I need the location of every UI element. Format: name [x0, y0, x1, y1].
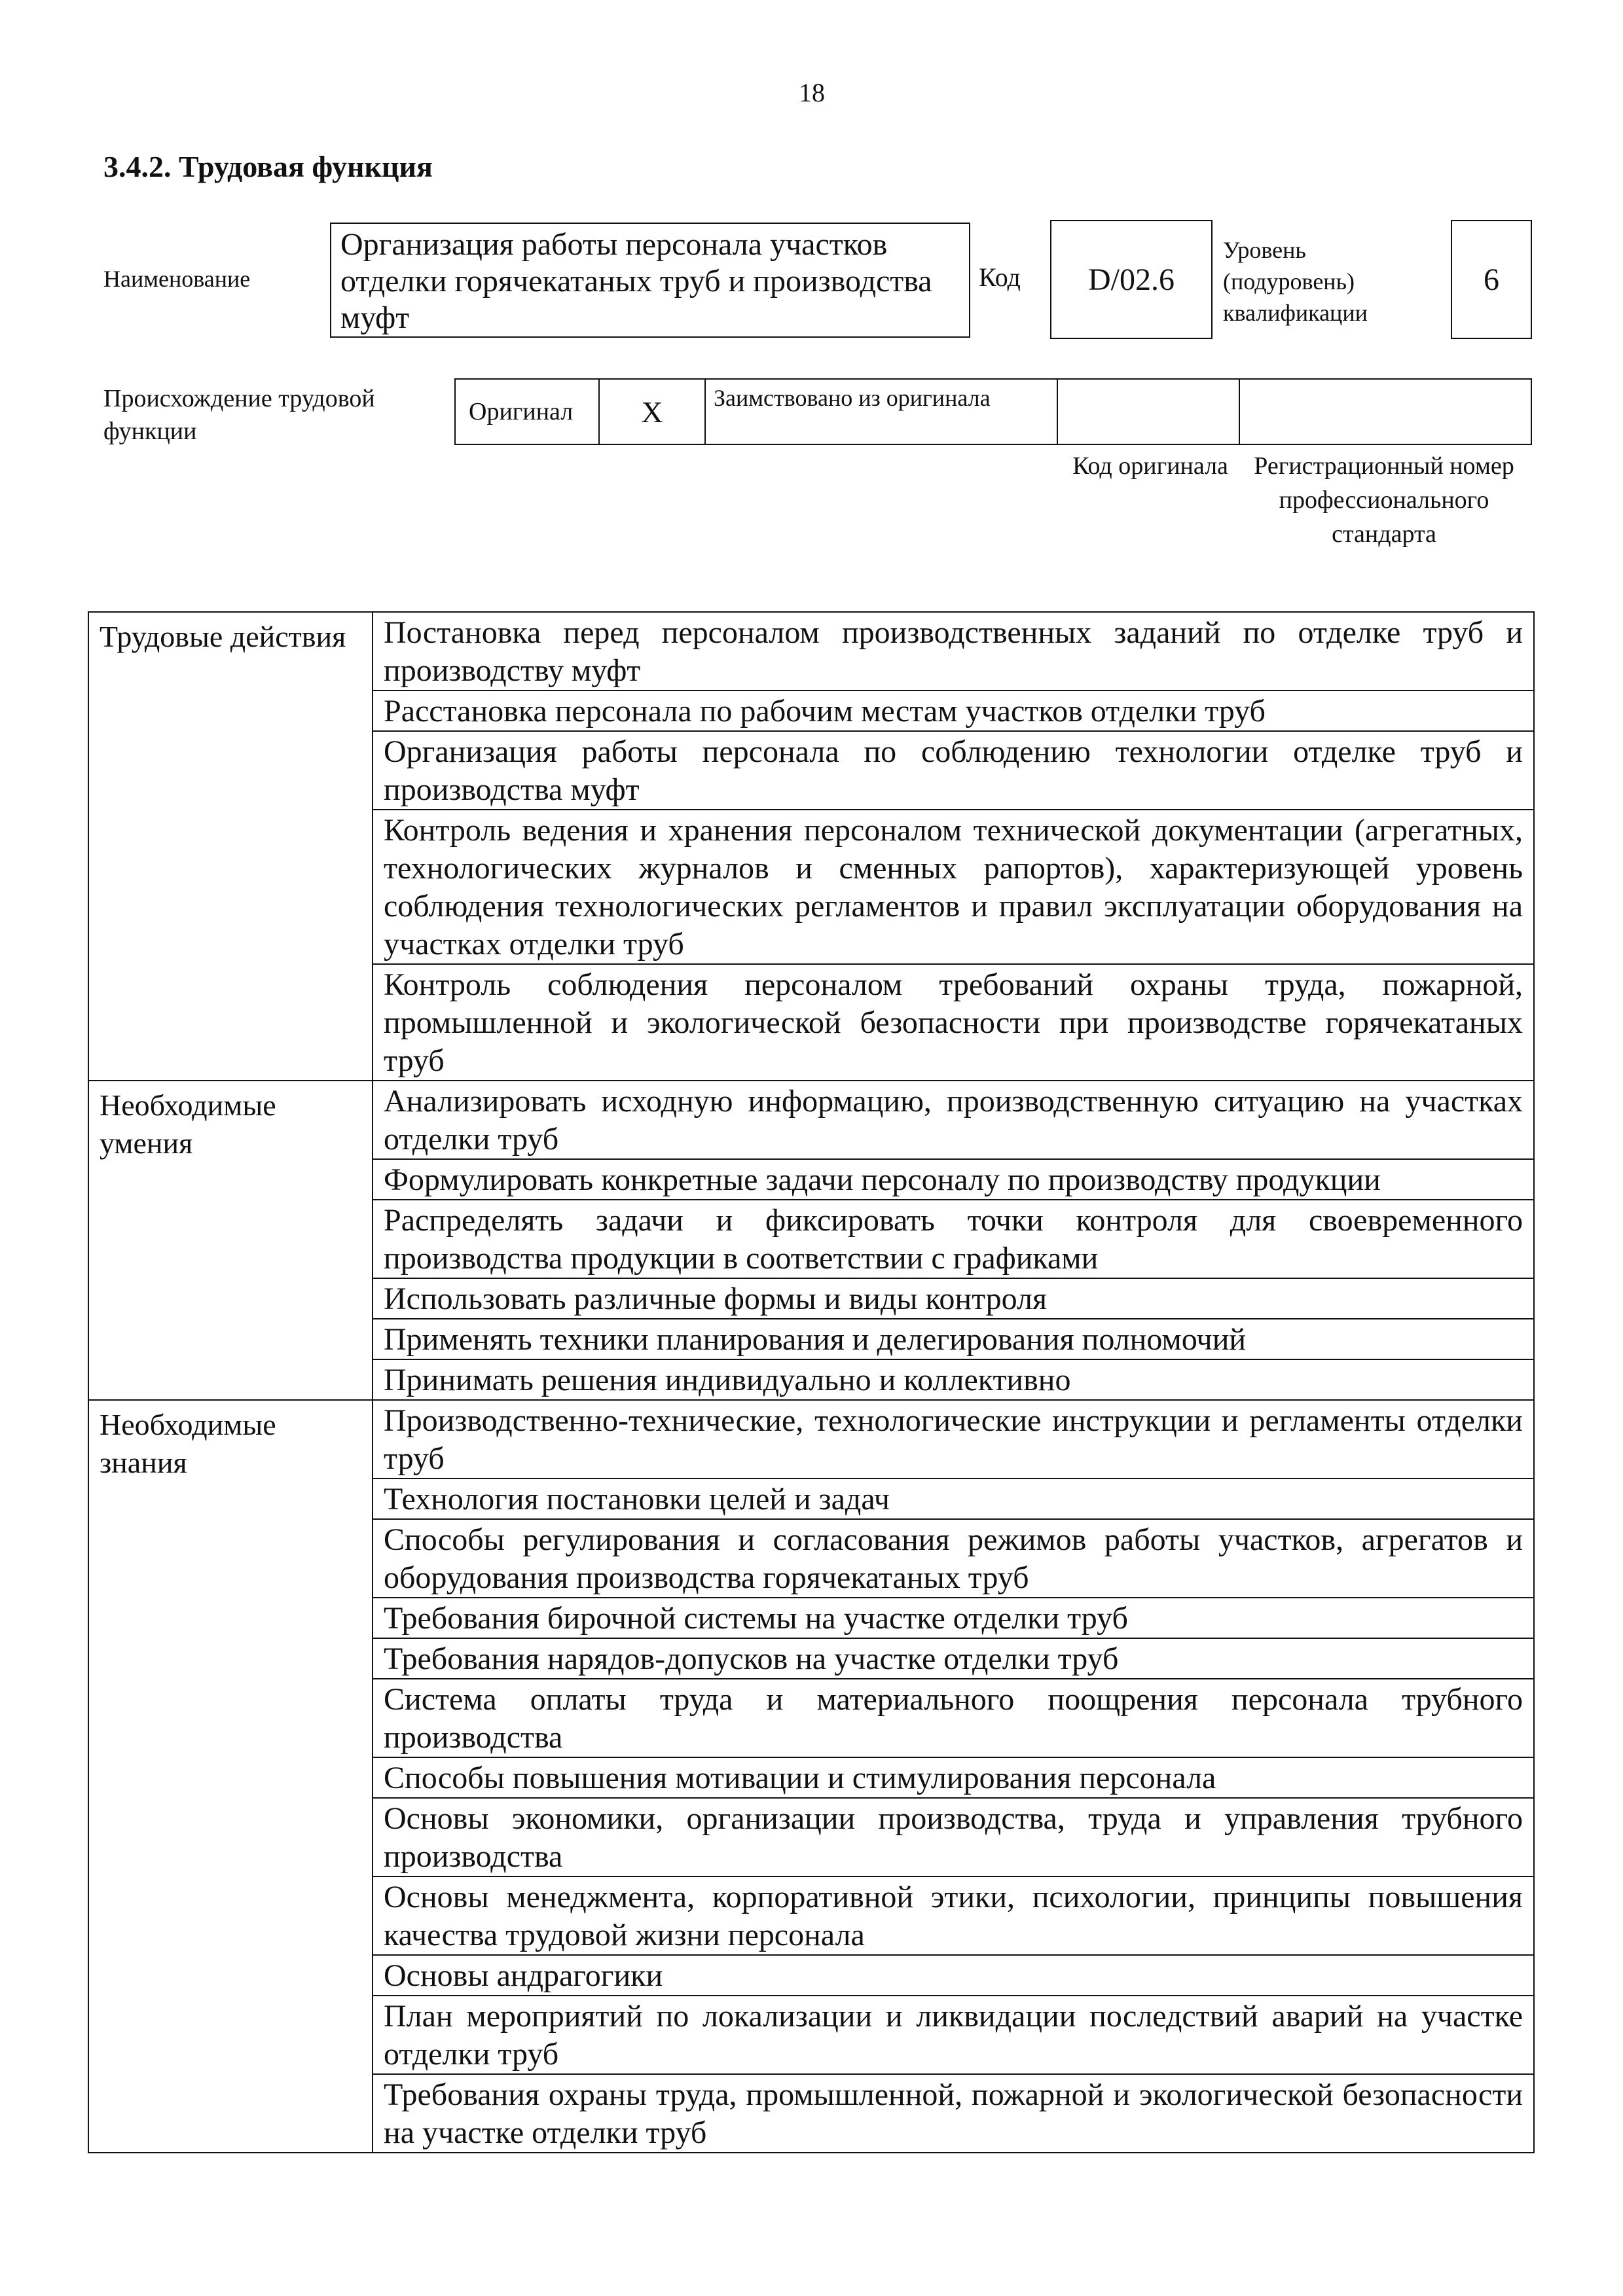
- item-cell: План мероприятий по локализации и ликвидации последствий аварий на участке отделки труб: [373, 1996, 1534, 2074]
- level-value: 6: [1451, 220, 1532, 339]
- item-cell: Требования бирочной системы на участке отделки труб: [373, 1598, 1534, 1638]
- item-cell: Требования нарядов-допусков на участке отделки труб: [373, 1638, 1534, 1679]
- item-cell: Контроль соблюдения персоналом требований охраны труда, пожарной, промышленной и экологической безопасности при производстве горячекатаных труб: [373, 964, 1534, 1081]
- table-row: [88, 612, 1534, 691]
- borrowed-label: Заимствовано из оригинала: [706, 380, 1058, 444]
- name-value: Организация работы персонала участков отделки горячекатаных труб и производства муфт: [330, 223, 970, 338]
- item-cell: Расстановка персонала по рабочим местам участков отделки труб: [373, 691, 1534, 731]
- item-cell: Способы повышения мотивации и стимулирования персонала: [373, 1757, 1534, 1798]
- name-label: Наименование: [103, 266, 251, 292]
- table-row: [88, 1081, 1534, 1159]
- item-cell: Основы андрагогики: [373, 1955, 1534, 1996]
- section-title: 3.4.2. Трудовая функция: [103, 150, 433, 183]
- item-cell: Производственно-технические, технологические инструкции и регламенты отделки труб: [373, 1400, 1534, 1479]
- item-cell: Технология постановки целей и задач: [373, 1479, 1534, 1519]
- original-label: Оригинал: [456, 380, 600, 444]
- category-cell: Необходимые знания: [88, 1400, 373, 2153]
- item-cell: Требования охраны труда, промышленной, пожарной и экологической безопасности на участке отделки труб: [373, 2074, 1534, 2153]
- code-label: Код: [979, 262, 1021, 292]
- registration-number-cell: [1240, 380, 1531, 444]
- item-cell: Постановка перед персоналом производственных заданий по отделке труб и производству муфт: [373, 612, 1534, 691]
- function-table: [88, 611, 1535, 2153]
- code-caption: Код оригинала: [1072, 452, 1228, 480]
- item-cell: Контроль ведения и хранения персоналом технической документации (агрегатных, технологических журналов и сменных рапортов), характеризующей уровень соблюдения технологических регламентов и правил эксплуатации оборудования на участках отделки труб: [373, 810, 1534, 964]
- level-label: Уровень (подуровень) квалификации: [1223, 237, 1368, 326]
- item-cell: Анализировать исходную информацию, производственную ситуацию на участках отделки труб: [373, 1081, 1534, 1159]
- item-cell: Применять техники планирования и делегирования полномочий: [373, 1319, 1534, 1359]
- item-cell: Основы экономики, организации производства, труда и управления трубного производства: [373, 1798, 1534, 1876]
- category-cell: Трудовые действия: [88, 612, 373, 1081]
- item-cell: Использовать различные формы и виды контроля: [373, 1278, 1534, 1319]
- item-cell: Система оплаты труда и материального поощрения персонала трубного производства: [373, 1679, 1534, 1757]
- category-cell: Необходимые умения: [88, 1081, 373, 1400]
- table-row: [88, 1400, 1534, 1479]
- item-cell: Распределять задачи и фиксировать точки контроля для своевременного производства продукции в соответствии с графиками: [373, 1200, 1534, 1278]
- item-cell: Принимать решения индивидуально и коллективно: [373, 1359, 1534, 1400]
- page-number: 18: [799, 78, 825, 107]
- item-cell: Способы регулирования и согласования режимов работы участков, агрегатов и оборудования производства горячекатаных труб: [373, 1519, 1534, 1598]
- item-cell: Формулировать конкретные задачи персоналу по производству продукции: [373, 1159, 1534, 1200]
- origin-label: Происхождение трудовой функции: [103, 385, 375, 445]
- origin-table: [454, 378, 1532, 445]
- code-value: D/02.6: [1050, 220, 1213, 339]
- reg-caption: Регистрационный номер профессионального стандарта: [1254, 452, 1514, 548]
- original-code-cell: [1058, 380, 1240, 444]
- item-cell: Основы менеджмента, корпоративной этики, психологии, принципы повышения качества трудовой жизни персонала: [373, 1876, 1534, 1955]
- original-mark: X: [600, 380, 706, 444]
- item-cell: Организация работы персонала по соблюдению технологии отделке труб и производства муфт: [373, 731, 1534, 810]
